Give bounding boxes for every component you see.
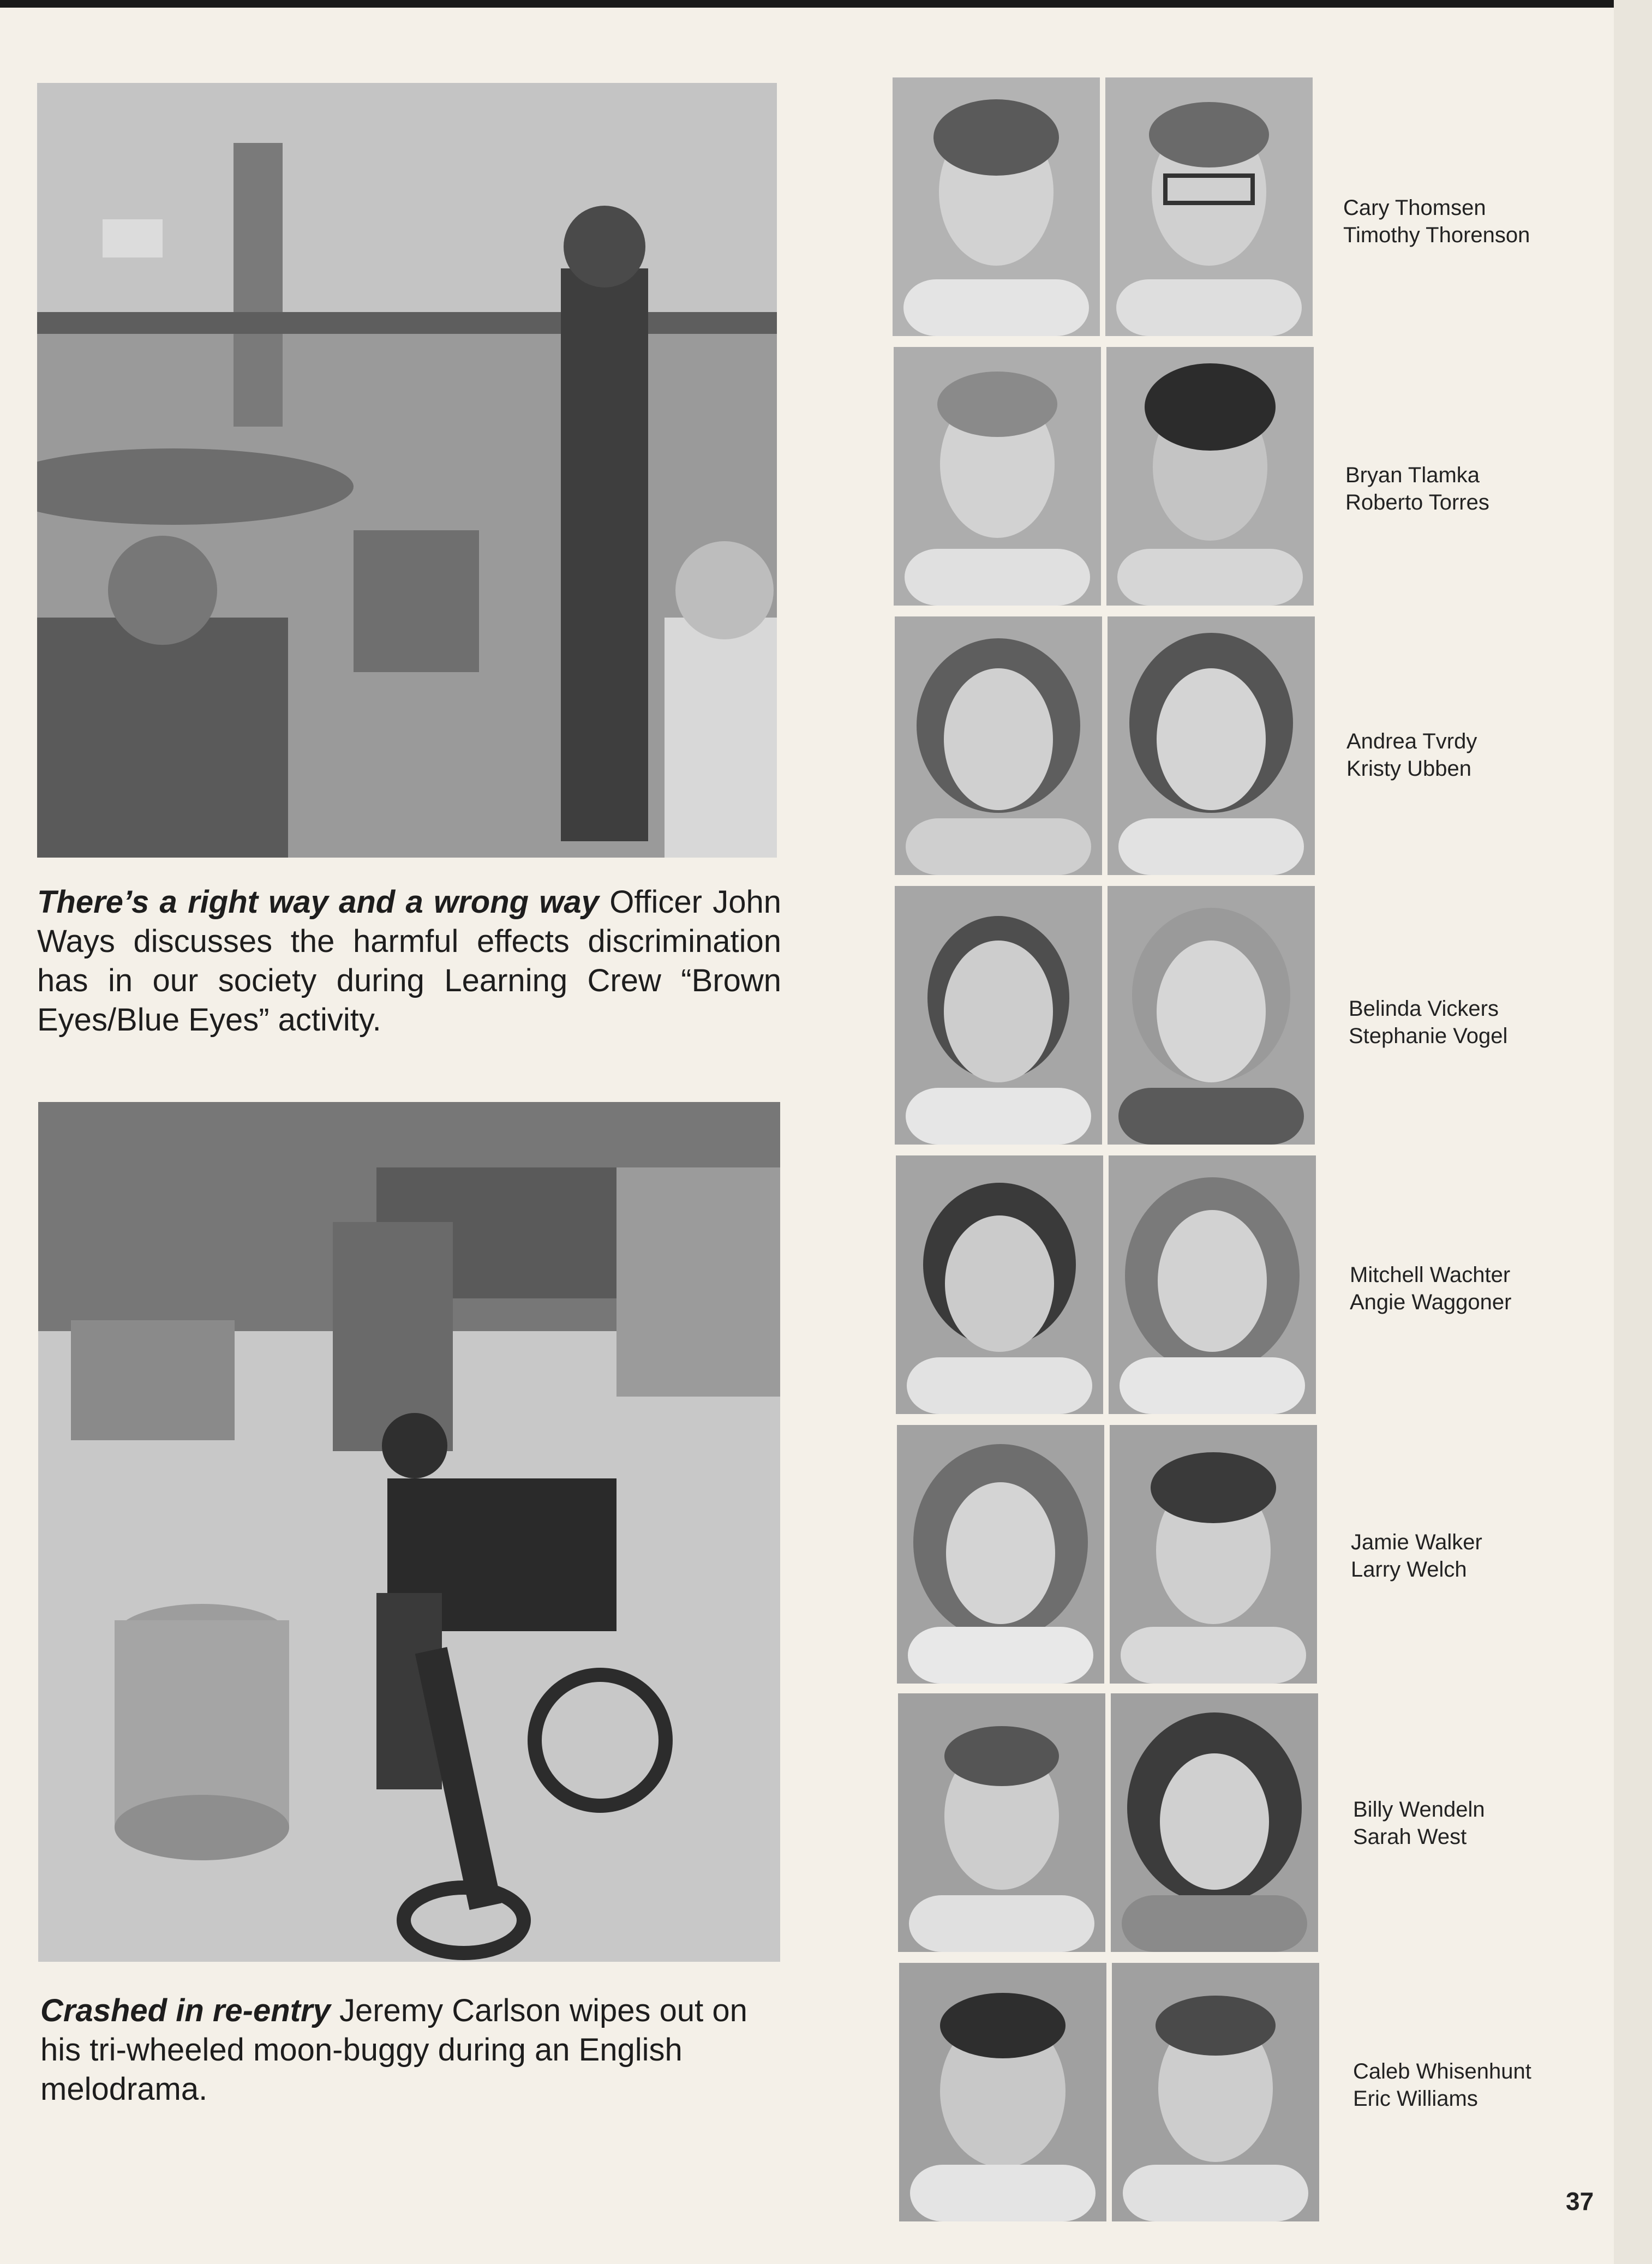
student-name: Andrea Tvrdy [1346,729,1477,753]
names-row-8 [1353,2058,1531,2112]
portrait-andrea-tvrdy [895,616,1102,875]
caption-officer-lead: There’s a right way and a wrong way [37,884,599,920]
student-name: Cary Thomsen [1343,196,1486,220]
yearbook-page [0,8,1614,2264]
student-name: Timothy Thorenson [1343,223,1530,247]
student-name: Mitchell Wachter [1350,1263,1511,1287]
portrait-cary-thomsen [893,77,1100,336]
portrait-bryan-tlamka [894,347,1101,606]
portrait-stephanie-vogel [1108,886,1315,1145]
page-edge [1614,0,1652,2264]
caption-moon-buggy-text: Jeremy Carlson wipes out on his tri-wheeled moon-buggy during an English melodrama. [40,1993,747,2107]
portrait-roberto-torres [1106,347,1314,606]
names-row-4 [1349,995,1507,1050]
moon-buggy-photo [38,1102,780,1962]
student-name: Larry Welch [1351,1558,1467,1582]
names-row-7 [1353,1796,1485,1850]
student-name: Sarah West [1353,1825,1467,1849]
student-name: Jamie Walker [1351,1530,1482,1554]
student-name: Caleb Whisenhunt [1353,2059,1531,2083]
portrait-mitchell-wachter [896,1155,1103,1414]
names-row-1 [1343,194,1530,249]
portrait-jamie-walker [897,1425,1104,1684]
student-name: Angie Waggoner [1350,1290,1512,1314]
portrait-larry-welch [1110,1425,1317,1684]
student-name: Roberto Torres [1345,490,1489,514]
student-name: Bryan Tlamka [1345,463,1480,487]
portrait-kristy-ubben [1108,616,1315,875]
caption-officer [37,883,781,1040]
student-name: Kristy Ubben [1346,757,1471,781]
student-name: Eric Williams [1353,2087,1478,2111]
portrait-eric-williams [1112,1963,1319,2221]
caption-moon-buggy [40,1991,782,2109]
caption-moon-buggy-lead: Crashed in re-entry [40,1993,331,2028]
student-name: Stephanie Vogel [1349,1024,1508,1048]
names-row-6 [1351,1529,1482,1583]
student-name: Billy Wendeln [1353,1798,1485,1822]
portrait-sarah-west [1111,1693,1318,1952]
cafeteria-officer-photo [37,83,777,858]
portrait-caleb-whisenhunt [899,1963,1106,2221]
caption-officer-text: Officer John Ways discusses the harmful effects discrimination has in our society during Learning Crew “Brown Eyes/Blue Eyes” activity. [37,884,782,1038]
names-row-3 [1346,728,1477,782]
portrait-timothy-thorenson [1105,77,1313,336]
portrait-belinda-vickers [895,886,1102,1145]
page-number: 37 [1566,2187,1594,2215]
portrait-angie-waggoner [1109,1155,1316,1414]
names-row-2 [1345,462,1489,516]
student-name: Belinda Vickers [1349,997,1499,1021]
names-row-5 [1350,1261,1511,1316]
portrait-billy-wendeln [898,1693,1105,1952]
